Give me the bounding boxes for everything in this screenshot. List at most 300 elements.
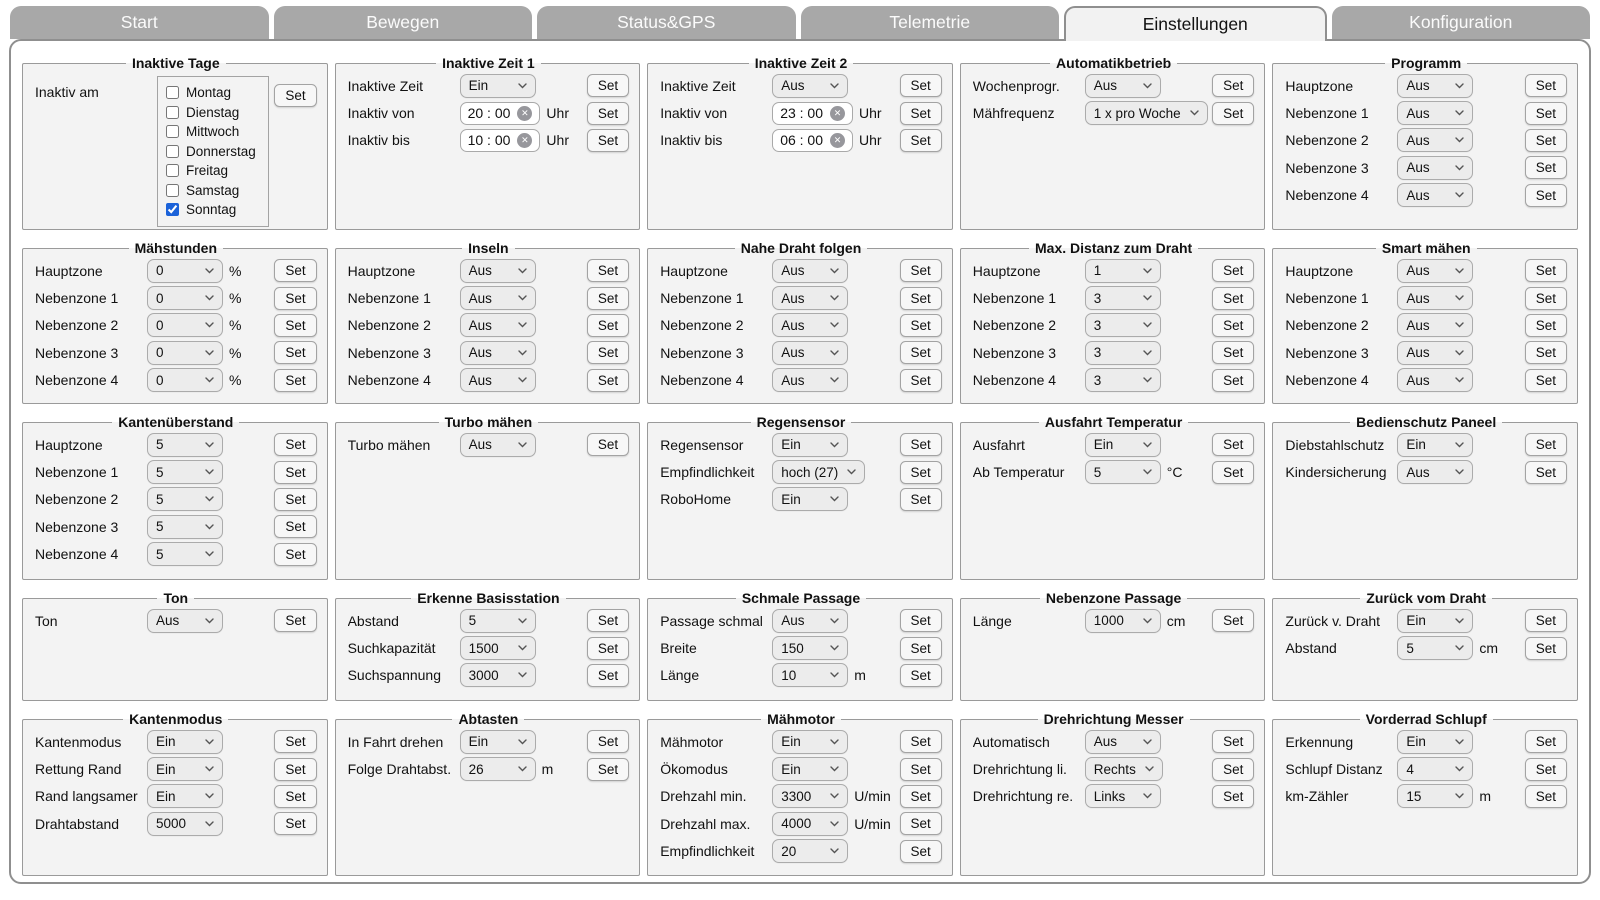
setting-label: Nebenzone 3 bbox=[1285, 159, 1369, 176]
nebenzone-4-select[interactable] bbox=[460, 368, 536, 392]
regensensor-select[interactable] bbox=[772, 433, 848, 457]
empfindlichkeit-select[interactable] bbox=[772, 460, 865, 484]
passage-schmal-select[interactable] bbox=[772, 609, 848, 633]
setting-label: Nebenzone 4 bbox=[347, 372, 431, 389]
set-button[interactable]: Set bbox=[274, 758, 316, 781]
select-value: Aus bbox=[468, 437, 492, 453]
panel-title: Abtasten bbox=[458, 711, 519, 727]
set-button[interactable]: Set bbox=[274, 433, 316, 456]
hauptzone-select[interactable] bbox=[1397, 74, 1473, 98]
chevron-down-icon bbox=[1143, 739, 1152, 745]
set-button[interactable]: Set bbox=[1525, 129, 1567, 152]
set-button[interactable]: Set bbox=[1212, 341, 1254, 364]
nebenzone-1-select[interactable] bbox=[1085, 286, 1161, 310]
setting-control bbox=[147, 368, 241, 392]
chevron-down-icon bbox=[1455, 766, 1464, 772]
select-value: 3 bbox=[1093, 372, 1102, 388]
setting-label: Hauptzone bbox=[660, 262, 728, 279]
weekday-checkbox[interactable] bbox=[166, 106, 179, 119]
drahtabstand-select[interactable] bbox=[147, 812, 223, 836]
set-button[interactable]: Set bbox=[1525, 259, 1567, 282]
select-value: 5 bbox=[156, 491, 164, 507]
setting-label: Drahtabstand bbox=[35, 815, 120, 832]
set-button[interactable]: Set bbox=[1525, 341, 1567, 364]
select-value: 1 x pro Woche bbox=[1093, 105, 1181, 121]
suchspannung-select[interactable] bbox=[460, 663, 536, 687]
set-button[interactable]: Set bbox=[274, 488, 316, 511]
select-value: 3300 bbox=[781, 788, 812, 804]
set-button[interactable]: Set bbox=[1212, 369, 1254, 392]
setting-label: Nebenzone 4 bbox=[35, 372, 119, 389]
set-button[interactable]: Set bbox=[900, 341, 942, 364]
setting-control bbox=[1397, 286, 1473, 310]
panel-nahe-draht-folgen bbox=[647, 240, 953, 404]
select-value: 4 bbox=[1406, 761, 1414, 777]
hauptzone-select[interactable] bbox=[1397, 259, 1473, 283]
l-nge-select[interactable] bbox=[772, 663, 848, 687]
unit-label: m bbox=[1479, 788, 1492, 805]
kindersicherung-select[interactable] bbox=[1397, 460, 1473, 484]
drehzahl-min-select[interactable] bbox=[772, 784, 848, 808]
hauptzone-select[interactable] bbox=[1085, 259, 1161, 283]
weekday-option[interactable] bbox=[166, 103, 256, 123]
unit-label: m bbox=[854, 667, 866, 684]
setting-control bbox=[147, 259, 241, 283]
chevron-down-icon bbox=[518, 83, 527, 89]
setting-row bbox=[660, 634, 942, 661]
l-nge-select[interactable] bbox=[1085, 609, 1161, 633]
select-value: Aus bbox=[781, 290, 805, 306]
chevron-down-icon bbox=[830, 83, 839, 89]
setting-label: Kindersicherung bbox=[1285, 464, 1387, 481]
chevron-down-icon bbox=[1455, 645, 1464, 651]
panel-title: Drehrichtung Messer bbox=[1043, 711, 1184, 727]
nebenzone-4-select[interactable] bbox=[147, 542, 223, 566]
setting-control bbox=[772, 636, 848, 660]
setting-row bbox=[973, 72, 1255, 99]
set-button[interactable]: Set bbox=[274, 785, 316, 808]
panel-title: Smart mähen bbox=[1381, 240, 1471, 256]
setting-control bbox=[772, 102, 881, 125]
setting-label: km-Zähler bbox=[1285, 788, 1349, 805]
komodus-select[interactable] bbox=[772, 757, 848, 781]
nebenzone-1-select[interactable] bbox=[1397, 101, 1473, 125]
set-button[interactable]: Set bbox=[1212, 461, 1254, 484]
nebenzone-1-select[interactable] bbox=[460, 286, 536, 310]
nebenzone-4-select[interactable] bbox=[147, 368, 223, 392]
time-value: 10 : 00 bbox=[467, 132, 511, 149]
tab-start[interactable]: Start bbox=[10, 6, 269, 39]
select-value: Ein bbox=[156, 734, 176, 750]
setting-row bbox=[660, 486, 942, 513]
set-button[interactable]: Set bbox=[587, 102, 629, 125]
set-button[interactable]: Set bbox=[1525, 74, 1567, 97]
set-button[interactable]: Set bbox=[274, 84, 316, 107]
setting-control bbox=[1397, 609, 1473, 633]
kantenmodus-select[interactable] bbox=[147, 730, 223, 754]
set-button[interactable]: Set bbox=[1212, 314, 1254, 337]
select-value: Aus bbox=[1406, 105, 1430, 121]
weekday-list bbox=[157, 76, 269, 227]
hauptzone-select[interactable] bbox=[460, 259, 536, 283]
drehrichtung-re-select[interactable] bbox=[1085, 784, 1161, 808]
weekday-label: Dienstag bbox=[186, 104, 240, 120]
hauptzone-select[interactable] bbox=[147, 259, 223, 283]
setting-control bbox=[147, 286, 241, 310]
ausfahrt-select[interactable] bbox=[1085, 433, 1161, 457]
setting-control bbox=[460, 757, 554, 781]
set-button[interactable]: Set bbox=[900, 433, 942, 456]
set-button[interactable]: Set bbox=[900, 840, 942, 863]
time-input[interactable] bbox=[772, 129, 853, 152]
setting-row bbox=[973, 367, 1255, 394]
drehrichtung-li-select[interactable] bbox=[1085, 757, 1163, 781]
set-button[interactable]: Set bbox=[274, 812, 316, 835]
set-button[interactable]: Set bbox=[587, 314, 629, 337]
setting-control bbox=[1397, 156, 1473, 180]
nebenzone-2-select[interactable] bbox=[147, 313, 223, 337]
weekday-checkbox[interactable] bbox=[166, 86, 179, 99]
weekday-option[interactable] bbox=[166, 181, 256, 201]
set-button[interactable]: Set bbox=[587, 730, 629, 753]
set-button[interactable]: Set bbox=[900, 785, 942, 808]
set-button[interactable]: Set bbox=[587, 74, 629, 97]
setting-control bbox=[147, 341, 241, 365]
clear-time-icon[interactable]: ✕ bbox=[517, 106, 532, 121]
setting-label: Nebenzone 2 bbox=[1285, 317, 1369, 334]
setting-control bbox=[772, 839, 848, 863]
setting-row bbox=[35, 728, 317, 755]
set-button[interactable]: Set bbox=[587, 609, 629, 632]
set-button[interactable]: Set bbox=[900, 637, 942, 660]
select-value: Aus bbox=[468, 317, 492, 333]
set-button[interactable]: Set bbox=[587, 637, 629, 660]
set-button[interactable]: Set bbox=[900, 461, 942, 484]
chevron-down-icon bbox=[205, 793, 214, 799]
setting-control bbox=[1397, 757, 1473, 781]
chevron-down-icon bbox=[518, 618, 527, 624]
setting-label: Nebenzone 1 bbox=[35, 464, 119, 481]
clear-time-icon[interactable]: ✕ bbox=[517, 133, 532, 148]
set-button[interactable]: Set bbox=[900, 314, 942, 337]
setting-control bbox=[772, 368, 848, 392]
clear-time-icon[interactable]: ✕ bbox=[830, 106, 845, 121]
nebenzone-4-select[interactable] bbox=[1397, 183, 1473, 207]
set-button[interactable]: Set bbox=[900, 74, 942, 97]
setting-row bbox=[660, 257, 942, 284]
set-button[interactable]: Set bbox=[1525, 730, 1567, 753]
set-button[interactable]: Set bbox=[587, 341, 629, 364]
nebenzone-1-select[interactable] bbox=[772, 286, 848, 310]
automatisch-select[interactable] bbox=[1085, 730, 1161, 754]
setting-label: Länge bbox=[660, 667, 700, 684]
set-button[interactable]: Set bbox=[900, 287, 942, 310]
time-input[interactable] bbox=[460, 129, 541, 152]
breite-select[interactable] bbox=[772, 636, 848, 660]
unit-label: Uhr bbox=[859, 105, 882, 122]
set-button[interactable]: Set bbox=[1525, 461, 1567, 484]
weekday-checkbox[interactable] bbox=[166, 164, 179, 177]
set-button[interactable]: Set bbox=[1212, 74, 1254, 97]
chevron-down-icon bbox=[518, 350, 527, 356]
weekday-label: Sonntag bbox=[186, 202, 237, 218]
km-z-hler-select[interactable] bbox=[1397, 784, 1473, 808]
setting-row bbox=[660, 728, 942, 755]
panel-kantenmodus bbox=[22, 711, 328, 876]
panel-title: Bedienschutz Paneel bbox=[1356, 414, 1497, 430]
panel-title: Inaktive Zeit 1 bbox=[442, 55, 535, 71]
set-button[interactable]: Set bbox=[900, 129, 942, 152]
setting-label: Inaktiv von bbox=[660, 105, 728, 122]
set-button[interactable]: Set bbox=[900, 259, 942, 282]
setting-row bbox=[35, 431, 317, 458]
in-fahrt-drehen-select[interactable] bbox=[460, 730, 536, 754]
chevron-down-icon bbox=[205, 766, 214, 772]
nebenzone-2-select[interactable] bbox=[1085, 313, 1161, 337]
select-value: Aus bbox=[781, 613, 805, 629]
panel-nebenzone-passage bbox=[960, 590, 1266, 701]
setting-label: Inaktiv von bbox=[347, 105, 415, 122]
setting-control bbox=[147, 460, 223, 484]
nebenzone-3-select[interactable] bbox=[1397, 341, 1473, 365]
weekday-option[interactable] bbox=[166, 142, 256, 162]
set-button[interactable]: Set bbox=[1525, 369, 1567, 392]
nebenzone-4-select[interactable] bbox=[1085, 368, 1161, 392]
rettung-rand-select[interactable] bbox=[147, 757, 223, 781]
chevron-down-icon bbox=[518, 766, 527, 772]
set-button[interactable]: Set bbox=[587, 758, 629, 781]
schlupf-distanz-select[interactable] bbox=[1397, 757, 1473, 781]
m-hfrequenz-select[interactable] bbox=[1085, 101, 1208, 125]
set-button[interactable]: Set bbox=[1525, 287, 1567, 310]
setting-control bbox=[1397, 730, 1473, 754]
nebenzone-3-select[interactable] bbox=[1085, 341, 1161, 365]
setting-label: Nebenzone 1 bbox=[1285, 105, 1369, 122]
set-button[interactable]: Set bbox=[900, 369, 942, 392]
nebenzone-1-select[interactable] bbox=[147, 460, 223, 484]
select-value: 5 bbox=[156, 519, 164, 535]
ton-select[interactable] bbox=[147, 609, 223, 633]
setting-control bbox=[772, 812, 891, 836]
select-value: Aus bbox=[1406, 78, 1430, 94]
setting-row bbox=[1285, 127, 1567, 154]
set-button[interactable]: Set bbox=[587, 369, 629, 392]
setting-row bbox=[973, 339, 1255, 366]
set-button[interactable]: Set bbox=[1212, 287, 1254, 310]
set-button[interactable]: Set bbox=[587, 287, 629, 310]
set-button[interactable]: Set bbox=[274, 341, 316, 364]
set-button[interactable]: Set bbox=[1525, 184, 1567, 207]
weekday-checkbox[interactable] bbox=[166, 203, 179, 216]
select-value: 0 bbox=[156, 263, 164, 279]
unit-label: Uhr bbox=[859, 132, 882, 149]
chevron-down-icon bbox=[1143, 618, 1152, 624]
panel-title: Nahe Draht folgen bbox=[740, 240, 862, 256]
erkennung-select[interactable] bbox=[1397, 730, 1473, 754]
set-button[interactable]: Set bbox=[1212, 433, 1254, 456]
set-button[interactable]: Set bbox=[274, 314, 316, 337]
panel-title: Zurück vom Draht bbox=[1366, 590, 1487, 606]
weekday-option[interactable] bbox=[166, 122, 256, 142]
setting-row bbox=[660, 72, 942, 99]
zur-ck-v-draht-select[interactable] bbox=[1397, 609, 1473, 633]
setting-control bbox=[772, 730, 848, 754]
nebenzone-3-select[interactable] bbox=[772, 341, 848, 365]
setting-control bbox=[1397, 74, 1473, 98]
chevron-down-icon bbox=[205, 295, 214, 301]
set-button[interactable]: Set bbox=[900, 102, 942, 125]
setting-row bbox=[1285, 182, 1567, 209]
rand-langsamer-select[interactable] bbox=[147, 784, 223, 808]
tab-einstellungen[interactable]: Einstellungen bbox=[1064, 6, 1327, 41]
setting-label: Nebenzone 4 bbox=[660, 372, 744, 389]
set-button[interactable]: Set bbox=[1212, 102, 1254, 125]
weekday-option[interactable] bbox=[166, 83, 256, 103]
hauptzone-select[interactable] bbox=[772, 259, 848, 283]
weekday-option[interactable] bbox=[166, 161, 256, 181]
clear-time-icon[interactable]: ✕ bbox=[830, 133, 845, 148]
set-button[interactable]: Set bbox=[1525, 314, 1567, 337]
panel-bedienschutz-paneel bbox=[1272, 414, 1578, 580]
weekday-option[interactable] bbox=[166, 200, 256, 220]
chevron-down-icon bbox=[205, 821, 214, 827]
set-button[interactable]: Set bbox=[1525, 102, 1567, 125]
hauptzone-select[interactable] bbox=[147, 433, 223, 457]
set-button[interactable]: Set bbox=[1525, 785, 1567, 808]
empfindlichkeit-select[interactable] bbox=[772, 839, 848, 863]
weekday-checkbox[interactable] bbox=[166, 184, 179, 197]
time-value: 23 : 00 bbox=[780, 105, 824, 122]
set-button[interactable]: Set bbox=[587, 433, 629, 456]
chevron-down-icon bbox=[205, 739, 214, 745]
nebenzone-3-select[interactable] bbox=[460, 341, 536, 365]
set-button[interactable]: Set bbox=[587, 664, 629, 687]
set-button[interactable]: Set bbox=[1525, 758, 1567, 781]
weekday-checkbox[interactable] bbox=[166, 145, 179, 158]
select-value: Aus bbox=[1093, 734, 1118, 750]
set-button[interactable]: Set bbox=[1525, 609, 1567, 632]
set-button[interactable]: Set bbox=[900, 758, 942, 781]
tab-telemetrie[interactable]: Telemetrie bbox=[801, 6, 1060, 39]
set-button[interactable]: Set bbox=[900, 664, 942, 687]
setting-control bbox=[772, 129, 881, 152]
select-value: Ein bbox=[468, 78, 489, 94]
set-button[interactable]: Set bbox=[274, 369, 316, 392]
drehzahl-max-select[interactable] bbox=[772, 812, 848, 836]
chevron-down-icon bbox=[518, 672, 527, 678]
set-button[interactable]: Set bbox=[1525, 433, 1567, 456]
set-button[interactable]: Set bbox=[587, 259, 629, 282]
nebenzone-2-select[interactable] bbox=[147, 487, 223, 511]
set-button[interactable]: Set bbox=[1212, 785, 1254, 808]
setting-control bbox=[147, 730, 223, 754]
set-button[interactable]: Set bbox=[900, 730, 942, 753]
nebenzone-2-select[interactable] bbox=[772, 313, 848, 337]
tab-bewegen[interactable]: Bewegen bbox=[274, 6, 533, 39]
suchkapazit-t-select[interactable] bbox=[460, 636, 536, 660]
set-button[interactable]: Set bbox=[274, 287, 316, 310]
set-button[interactable]: Set bbox=[274, 543, 316, 566]
weekday-checkbox[interactable] bbox=[166, 125, 179, 138]
set-button[interactable]: Set bbox=[274, 515, 316, 538]
set-button[interactable]: Set bbox=[1212, 259, 1254, 282]
setting-label: Breite bbox=[660, 640, 697, 657]
chevron-down-icon bbox=[830, 821, 839, 827]
diebstahlschutz-select[interactable] bbox=[1397, 433, 1473, 457]
robohome-select[interactable] bbox=[772, 487, 848, 511]
nebenzone-1-select[interactable] bbox=[147, 286, 223, 310]
set-button[interactable]: Set bbox=[900, 488, 942, 511]
settings-grid bbox=[22, 55, 1578, 876]
weekday-label: Mittwoch bbox=[186, 124, 240, 140]
tab-status-gps[interactable]: Status&GPS bbox=[537, 6, 796, 39]
wochenprogr-select[interactable] bbox=[1085, 74, 1161, 98]
time-input[interactable] bbox=[460, 102, 541, 125]
set-button[interactable]: Set bbox=[1525, 156, 1567, 179]
select-value: Aus bbox=[781, 78, 805, 94]
set-button[interactable]: Set bbox=[1525, 637, 1567, 660]
setting-control bbox=[772, 487, 848, 511]
panel-title: Regensensor bbox=[756, 414, 846, 430]
setting-row bbox=[660, 127, 942, 154]
nebenzone-3-select[interactable] bbox=[147, 341, 223, 365]
m-hmotor-select[interactable] bbox=[772, 730, 848, 754]
inaktive-zeit-select[interactable] bbox=[772, 74, 848, 98]
setting-control bbox=[772, 286, 848, 310]
nebenzone-4-select[interactable] bbox=[1397, 368, 1473, 392]
turbo-m-hen-select[interactable] bbox=[460, 433, 536, 457]
set-button[interactable]: Set bbox=[1212, 730, 1254, 753]
setting-label: Rand langsamer bbox=[35, 788, 138, 805]
set-button[interactable]: Set bbox=[587, 129, 629, 152]
setting-label: Hauptzone bbox=[1285, 262, 1354, 279]
select-value: Ein bbox=[781, 761, 801, 777]
set-button[interactable]: Set bbox=[1212, 609, 1254, 632]
setting-control bbox=[460, 286, 536, 310]
time-input[interactable] bbox=[772, 102, 853, 125]
set-button[interactable]: Set bbox=[900, 609, 942, 632]
set-button[interactable]: Set bbox=[274, 259, 316, 282]
nebenzone-2-select[interactable] bbox=[460, 313, 536, 337]
abstand-select[interactable] bbox=[460, 609, 536, 633]
nebenzone-4-select[interactable] bbox=[772, 368, 848, 392]
set-button[interactable]: Set bbox=[274, 609, 316, 632]
time-value: 06 : 00 bbox=[780, 132, 824, 149]
setting-row bbox=[973, 783, 1255, 810]
select-value: Ein bbox=[468, 734, 489, 750]
setting-row bbox=[660, 431, 942, 458]
nebenzone-2-select[interactable] bbox=[1397, 313, 1473, 337]
folge-drahtabst-select[interactable] bbox=[460, 757, 536, 781]
nebenzone-2-select[interactable] bbox=[1397, 128, 1473, 152]
setting-control bbox=[772, 74, 848, 98]
nebenzone-1-select[interactable] bbox=[1397, 286, 1473, 310]
set-button[interactable]: Set bbox=[900, 812, 942, 835]
setting-label: Abstand bbox=[347, 612, 399, 629]
abstand-select[interactable] bbox=[1397, 636, 1473, 660]
setting-label: Inaktiv bis bbox=[660, 132, 723, 149]
set-button[interactable]: Set bbox=[274, 730, 316, 753]
tab-konfiguration[interactable]: Konfiguration bbox=[1332, 6, 1591, 39]
nebenzone-3-select[interactable] bbox=[147, 515, 223, 539]
setting-control bbox=[147, 609, 223, 633]
set-button[interactable]: Set bbox=[274, 461, 316, 484]
inaktive-zeit-select[interactable] bbox=[460, 74, 536, 98]
nebenzone-3-select[interactable] bbox=[1397, 156, 1473, 180]
ab-temperatur-select[interactable] bbox=[1085, 460, 1161, 484]
panel-title: Mähstunden bbox=[134, 240, 218, 256]
set-button[interactable]: Set bbox=[1212, 758, 1254, 781]
